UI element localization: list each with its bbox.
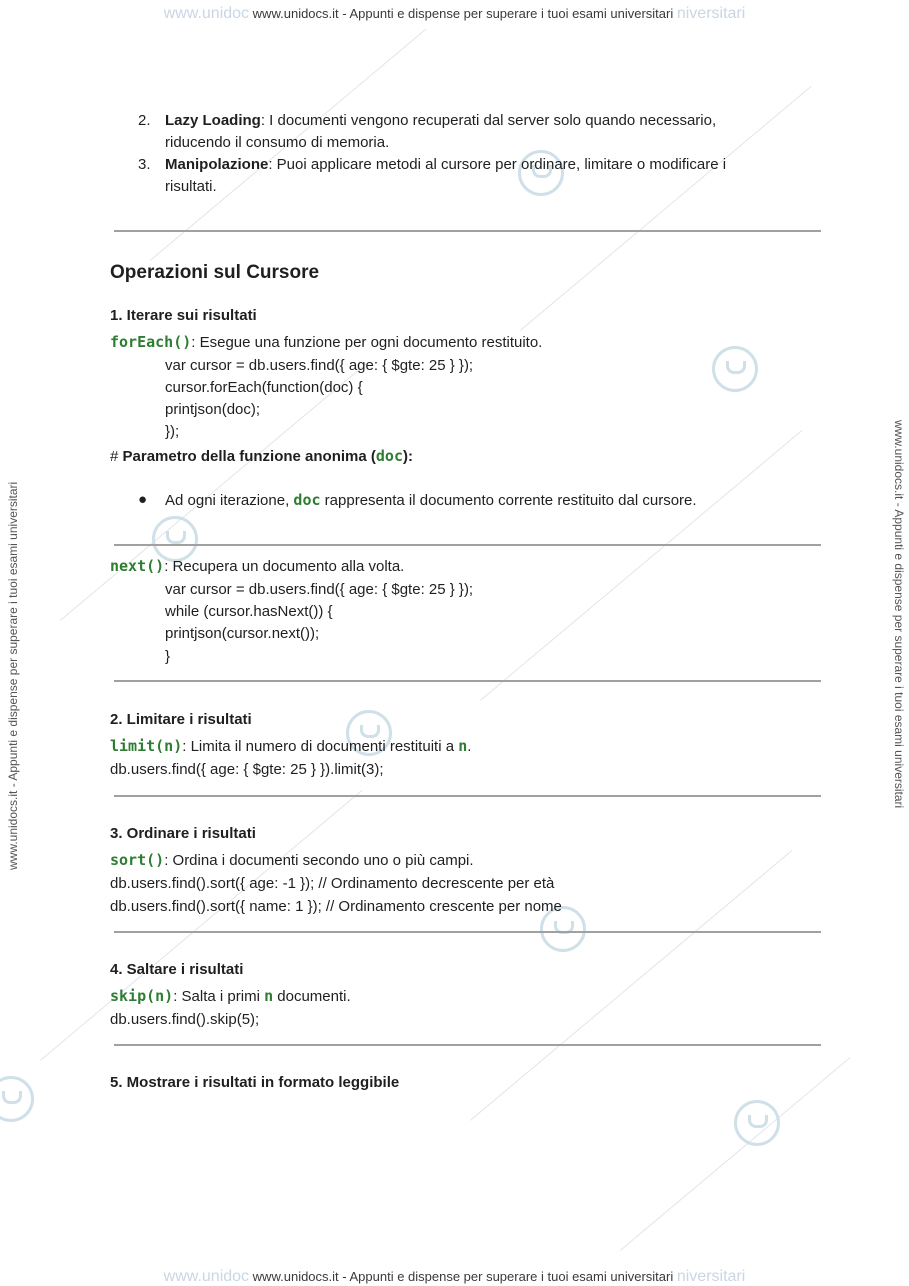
code-line: db.users.find().skip(5); (110, 1011, 260, 1028)
heading-pretty: 5. Mostrare i risultati in formato leggibile (110, 1074, 400, 1091)
sort-description: sort(): Ordina i documenti secondo uno o più campi. (110, 851, 474, 869)
list-number: 2. (138, 112, 151, 129)
list-item-continuation: riducendo il consumo di memoria. (165, 134, 390, 151)
list-item-continuation: risultati. (165, 178, 217, 195)
left-side-watermark: www.unidocs.it - Appunti e dispense per superare i tuoi esami universitari (6, 481, 20, 870)
footer-watermark: www.unidoc www.unidocs.it - Appunti e dispense per superare i tuoi esami universitari niversitari (163, 1268, 746, 1285)
method-skip: skip(n) (110, 987, 174, 1005)
param-heading: # Parametro della funzione anonima (doc): (110, 447, 413, 465)
code-line: while (cursor.hasNext()) { (165, 603, 333, 620)
heading-limit: 2. Limitare i risultati (110, 711, 252, 728)
method-foreach: forEach() (110, 333, 192, 351)
heading-skip: 4. Saltare i risultati (110, 961, 244, 978)
code-line: printjson(doc); (165, 401, 261, 418)
bullet-icon: ● (138, 491, 148, 508)
divider (114, 1044, 821, 1046)
list-number: 3. (138, 156, 151, 173)
method-next: next() (110, 557, 165, 575)
code-line: cursor.forEach(function(doc) { (165, 379, 363, 396)
limit-description: limit(n): Limita il numero di documenti restituiti a n. (110, 737, 472, 755)
code-line: var cursor = db.users.find({ age: { $gte: 25 } }); (165, 357, 474, 374)
method-limit: limit(n) (110, 737, 183, 755)
code-line: } (165, 648, 171, 665)
right-side-watermark: www.unidocs.it - Appunti e dispense per superare i tuoi esami universitari (892, 420, 906, 809)
code-line: }); (165, 423, 180, 440)
header-watermark: www.unidoc www.unidocs.it - Appunti e dispense per superare i tuoi esami universitari niversitari (163, 5, 746, 22)
method-sort: sort() (110, 851, 165, 869)
list-item: Lazy Loading: I documenti vengono recuperati dal server solo quando necessario, (165, 112, 717, 129)
heading-sort: 3. Ordinare i risultati (110, 825, 256, 842)
divider (114, 795, 821, 797)
code-line: printjson(cursor.next()); (165, 625, 320, 642)
code-line: var cursor = db.users.find({ age: { $gte: 25 } }); (165, 581, 474, 598)
section-title: Operazioni sul Cursore (110, 262, 320, 283)
divider (114, 680, 821, 682)
heading-iterate: 1. Iterare sui risultati (110, 307, 257, 324)
list-item: Manipolazione: Puoi applicare metodi al cursore per ordinare, limitare o modificare i (165, 156, 727, 173)
code-line: db.users.find().sort({ name: 1 }); // Ordinamento crescente per nome (110, 898, 562, 915)
next-description: next(): Recupera un documento alla volta. (110, 557, 405, 575)
divider (114, 230, 821, 232)
skip-description: skip(n): Salta i primi n documenti. (110, 987, 351, 1005)
unidocs-logo-icon (734, 1100, 780, 1146)
unidocs-logo-icon (712, 346, 758, 392)
code-line: db.users.find({ age: { $gte: 25 } }).limit(3); (110, 761, 384, 778)
divider (114, 544, 821, 546)
code-line: db.users.find().sort({ age: -1 }); // Ordinamento decrescente per età (110, 875, 555, 892)
foreach-description: forEach(): Esegue una funzione per ogni documento restituito. (110, 333, 543, 351)
divider (114, 931, 821, 933)
unidocs-logo-icon (152, 516, 198, 562)
bullet-item: Ad ogni iterazione, doc rappresenta il documento corrente restituito dal cursore. (165, 491, 697, 509)
unidocs-logo-icon (0, 1076, 34, 1122)
